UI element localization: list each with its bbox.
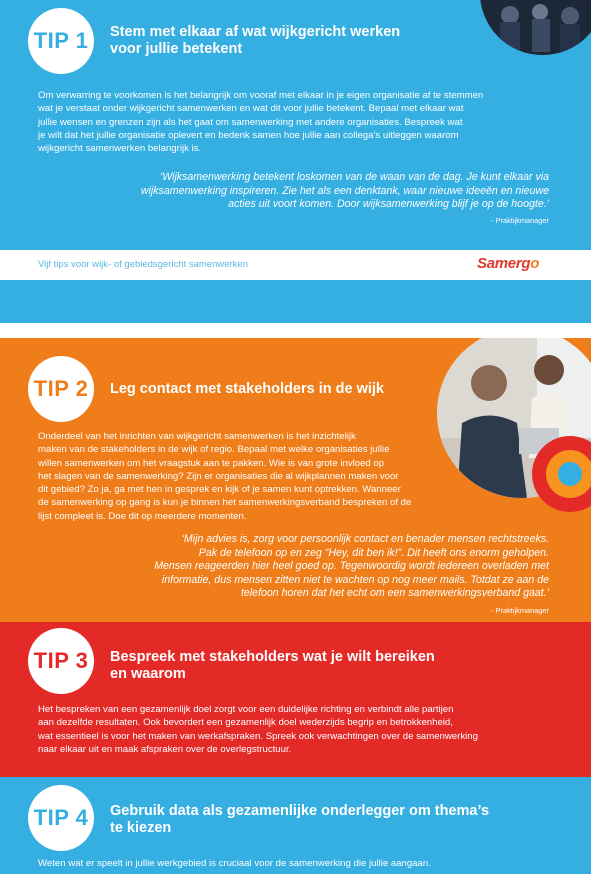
page-footer (0, 250, 591, 280)
tip1-body (38, 89, 549, 155)
tip2-attribution: - Praktijkmanager (491, 606, 549, 615)
tip2-quote-line: Pak de telefoon op en zeg “Hey, dit ben ik!”. Dit heeft ons enorm geholpen. (198, 546, 549, 559)
tip2-body-line: maken van de stakeholders in de wijk of regio. Bepaal met welke organisaties jullie (38, 444, 390, 456)
tip1-photo (480, 0, 591, 55)
tip3-badge: TIP 3 (28, 628, 94, 694)
tip3-body-line: naar elkaar uit en maak afspraken over de overlegstructuur. (38, 743, 292, 755)
tip1-body-line: Om verwarring te voorkomen is het belangrijk om vooraf met elkaar in je eigen organisatie af te stemmen (38, 90, 484, 101)
tip3-section (0, 622, 591, 777)
tip1-section (0, 0, 591, 250)
tip1-body-line: wijkgericht samenwerken belangrijk is. (38, 143, 202, 155)
tip1-badge: TIP 1 (28, 8, 94, 74)
tip3-body-line: wat essentieel is voor het maken van werkafspraken. Spreek ook verwachtingen over de samenwerking (38, 730, 478, 742)
tip4-title (110, 803, 489, 837)
tip2-quote-line: telefoon horen dat het echt om een samenwerkingsverband gaat.’ (240, 587, 549, 600)
tip1-body-line: jullie wensen en grenzen zijn als het gaat om samenwerking met andere organisaties. Bespreek wat (38, 116, 463, 128)
tip2-quote-line: ‘Mijn advies is, zorg voor persoonlijk contact en benader mensen rechtstreeks. (181, 533, 549, 545)
tip1-body-line: je wilt dat het jullie organisatie oplevert en bedenk samen hoe jullie aan collega’s uitleggen waarom (38, 129, 459, 141)
tip2-body-line: lijst compleet is. Doe dit op meerdere momenten. (38, 510, 247, 522)
tip2-quote-line: Mensen reageerden hier heel goed op. Tegenwoordig wordt iedereen overladen met (154, 560, 549, 573)
tip2-body-line: dit gebied? Zo ja, ga met hen in gesprek en kijk of je samen kunt optrekken. Wanneer (38, 484, 401, 496)
tip1-title (110, 24, 400, 58)
tip1-title-line2: voor jullie betekent (110, 41, 243, 57)
tip2-quote (154, 533, 549, 601)
tip3-body-line: aan dezelfde resultaten. Ook bevordert een gezamenlijk doel wederzijds begrip en betrokkenheid, (38, 717, 453, 729)
tip2-body (38, 430, 490, 523)
tip3-body (38, 703, 549, 756)
tip1-body-line: wat je verstaat onder wijkgericht samenwerken en wat dit voor jullie betekent. Bepaal met elkaar wat (38, 103, 464, 115)
samergo-logo: Samergo (477, 255, 540, 272)
tip3-title-line1: Bespreek met stakeholders wat je wilt bereiken (110, 649, 435, 665)
tip4-body-line: Weten wat er speelt in jullie werkgebied is cruciaal voor de samenwerking die jullie aangaan. (38, 858, 431, 869)
tip2-title: Leg contact met stakeholders in de wijk (110, 381, 384, 397)
tip4-badge: TIP 4 (28, 785, 94, 851)
tip4-title-line2: te kiezen (110, 820, 172, 836)
tip2-quote-line: informatie, dus mensen zitten niet te wachten op nog meer mails. Totdat ze aan de (161, 573, 549, 586)
tip1-quote-line: ‘Wijksamenwerking betekent loskomen van de waan van de dag. Je kunt elkaar via (159, 171, 549, 183)
tip1-title-line1: Stem met elkaar af wat wijkgericht werken (110, 24, 401, 40)
tip2-body-line: Onderdeel van het inrichten van wijkgericht samenwerken is het inzichtelijk (38, 431, 356, 442)
tip2-body-line: willen samenwerken om het vraagstuk aan te pakken. Wie is van grote invloed op (38, 457, 385, 469)
tip2-body-line: het slagen van de samenwerking? Zijn er organisaties die al wijkplannen maken voor (38, 470, 399, 482)
tip2-section (0, 338, 591, 622)
tip3-body-line: Het bespreken van een gezamenlijk doel zorgt voor een duidelijke richting en verbindt alle partijen (38, 704, 454, 715)
tip2-body-line: de samenwerking op gang is kun je binnen het samenwerkingsverband bespreken of de (38, 497, 412, 509)
tip1-quote-line: acties uit voort komen. Door wijksamenwerking blijf je op de hoogte.’ (228, 198, 549, 211)
tip3-title-line2: en waarom (110, 666, 186, 682)
tip4-section (0, 777, 591, 874)
tip1-quote (141, 171, 549, 212)
footer-text: Vijf tips voor wijk- of gebiedsgericht samenwerken (38, 259, 248, 270)
blue-strip (0, 280, 591, 323)
tip1-quote-line: wijksamenwerking inspireren. Zie het als een denktank, waar nieuwe ideeën en nieuwe (140, 184, 549, 197)
tip4-body (38, 857, 549, 870)
tip3-title (110, 649, 435, 683)
tip1-attribution: - Praktijkmanager (491, 216, 549, 225)
tip4-title-line1: Gebruik data als gezamenlijke onderlegger om thema’s (110, 803, 490, 819)
tip2-badge: TIP 2 (28, 356, 94, 422)
